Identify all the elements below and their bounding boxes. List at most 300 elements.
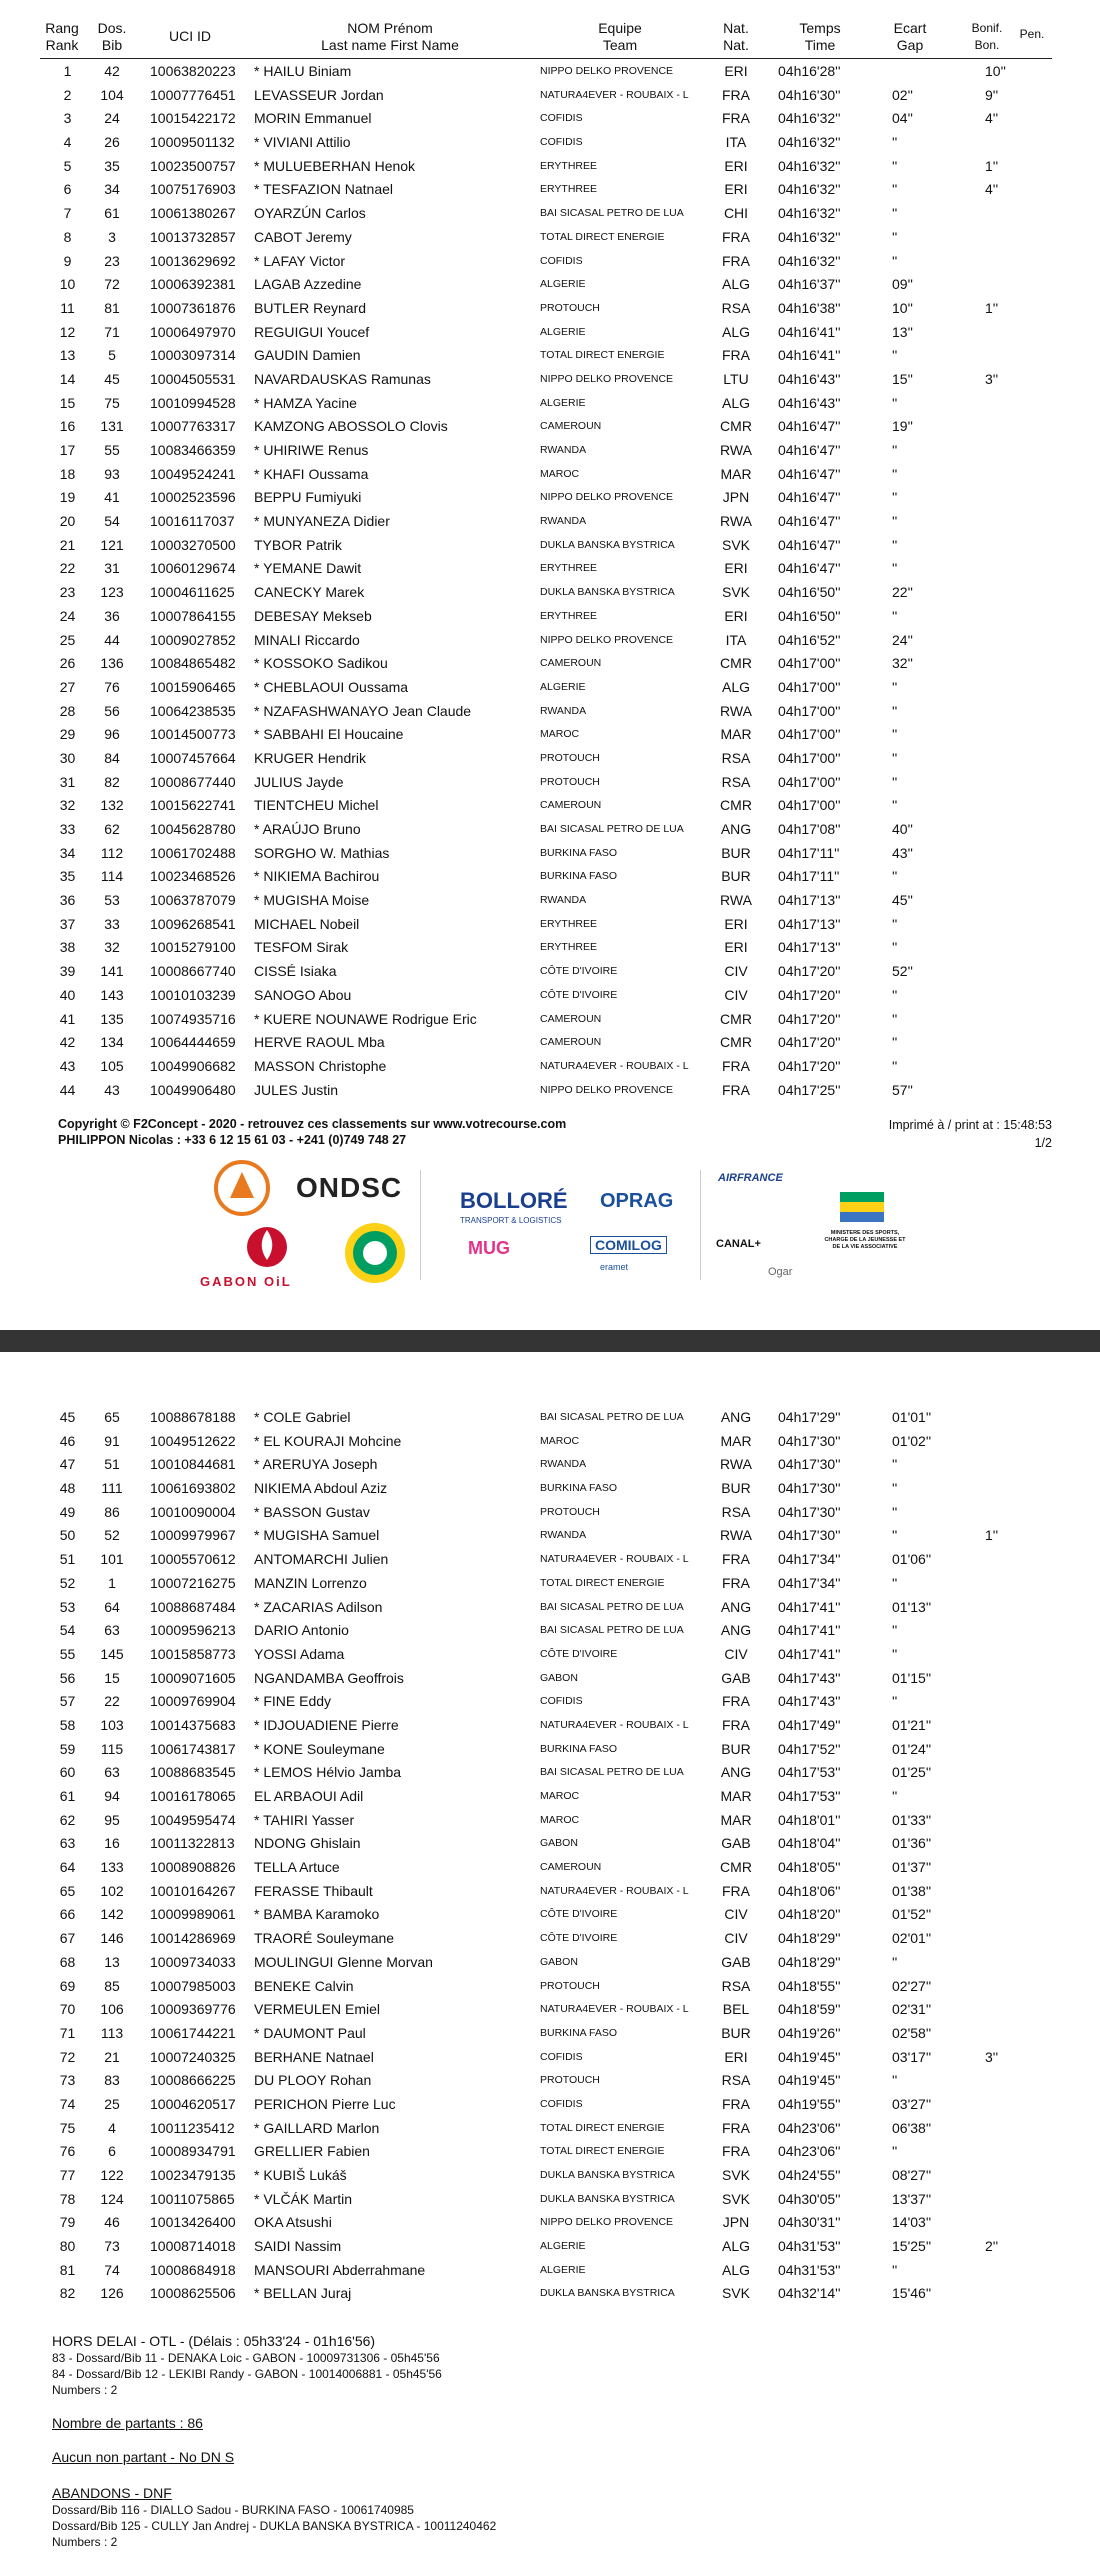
cell-team: ERYTHREE [540,183,597,196]
cell-uci-id: 10007763317 [150,418,236,435]
cell-uci-id: 10049524241 [150,465,236,482]
cell-time: 04h17'00'' [778,773,841,790]
cell-bib: 132 [100,797,124,814]
cell-time: 04h19'55'' [778,2095,841,2112]
table-row [40,2211,1052,2235]
cell-uci-id: 10083466359 [150,442,236,458]
cell-bib: 51 [104,1456,120,1473]
cell-team: COFIDIS [540,1695,583,1708]
cell-time: 04h16'30'' [778,86,841,103]
cell-rank: 64 [59,1859,76,1876]
cell-bib: 114 [100,868,124,885]
cell-rider-name: EL ARBAOUI Adil [254,1788,364,1804]
cell-uci-id: 10007216275 [150,1574,236,1591]
cell-time: 04h16'47'' [778,513,841,530]
cell-nationality: ERI [724,181,748,198]
cell-team: NATURA4EVER - ROUBAIX - L [540,1884,689,1897]
cell-rank: 22 [59,560,76,577]
cell-uci-id: 10011235412 [150,2119,235,2136]
cell-bib: 26 [104,134,120,151]
table-row [40,771,1052,795]
cell-gap: 32'' [892,655,913,672]
cell-rider-name: * HAMZA Yacine [254,394,357,411]
cell-uci-id: 10015279100 [150,939,236,956]
cell-time: 04h31'53'' [778,2238,841,2255]
page-number: 1/2 [1034,1136,1052,1150]
cell-uci-id: 10006497970 [150,323,236,340]
cell-nationality: FRA [722,1574,750,1591]
cell-team: NATURA4EVER - ROUBAIX - L [540,1059,689,1072]
cell-uci-id: 10008666225 [150,2072,236,2089]
ondsc-logo [200,1158,410,1288]
cell-rider-name: * EL KOURAJI Mohcine [254,1432,402,1449]
cell-bib: 104 [100,86,124,103]
cell-uci-id: 10004505531 [150,370,236,387]
cell-team: ERYTHREE [540,917,597,930]
cell-uci-id: 10005570612 [150,1551,236,1568]
cell-team: ERYTHREE [540,941,597,954]
hors-delai-section [52,2332,442,2398]
dnf-title: ABANDONS - DNF [52,2485,172,2501]
cell-team: CAMEROUN [540,1861,602,1874]
cell-rank: 57 [59,1693,76,1710]
cell-rank: 29 [59,726,76,743]
cell-nationality: RSA [721,749,751,766]
table-row [40,889,1052,913]
table-row [40,1856,1052,1880]
cell-nationality: RSA [721,2072,751,2089]
cell-gap: 57'' [892,1081,913,1098]
cell-nationality: GAB [721,1835,751,1852]
cell-time: 04h32'14'' [778,2285,841,2302]
cell-time: 04h17'13'' [778,892,841,909]
cell-gap: 04'' [892,110,913,127]
cell-uci-id: 10004611625 [150,584,235,601]
cell-rank: 62 [59,1811,76,1828]
cell-uci-id: 10023468526 [150,868,236,885]
cell-rank: 61 [59,1788,76,1804]
cell-rank: 33 [59,821,76,837]
cell-team: NIPPO DELKO PROVENCE [540,1083,674,1096]
cell-rider-name: * NZAFASHWANAYO Jean Claude [254,702,472,719]
cell-team: NATURA4EVER - ROUBAIX - L [540,88,689,101]
cell-rank: 79 [59,2214,76,2231]
table-row [40,2282,1052,2306]
cell-rider-name: * NIKIEMA Bachirou [254,868,380,885]
cell-gap: 01'13'' [892,1598,932,1615]
header-name: NOM Prénom Last name First Name [321,20,459,53]
cell-nationality: FRA [722,228,750,245]
cell-team: COFIDIS [540,112,583,125]
cell-bib: 91 [104,1432,120,1449]
cell-nationality: FRA [722,1882,750,1899]
table-row [40,2164,1052,2188]
cell-nationality: CIV [724,1645,748,1662]
table-row [40,1548,1052,1572]
cell-team: DUKLA BANSKA BYSTRICA [540,2192,675,2205]
cell-team: ERYTHREE [540,562,597,575]
cell-gap: '' [892,465,898,482]
cell-rider-name: TYBOR Patrik [254,536,342,553]
cell-nationality: LTU [723,370,749,387]
hors-delai-title: HORS DELAI - OTL - (Délais : 05h33'24 - 01h16'56) [52,2333,376,2349]
table-row [40,1903,1052,1927]
cell-rider-name: JULIUS Jayde [254,773,344,790]
cell-team: TOTAL DIRECT ENERGIE [540,2145,665,2158]
cell-bib: 101 [100,1551,124,1568]
cell-uci-id: 10088678188 [150,1409,236,1425]
cell-team: BURKINA FASO [540,1482,618,1495]
cell-gap: 03'17'' [892,2048,932,2065]
table-row [40,1430,1052,1454]
table-row [40,178,1052,202]
cell-rider-name: LAGAB Azzedine [254,276,362,293]
table-row [40,581,1052,605]
cell-rider-name: * KUBIŠ Lukáš [254,2167,347,2183]
cell-rank: 71 [59,2024,76,2041]
cell-time: 04h16'43'' [778,394,841,411]
cell-bib: 81 [104,299,120,316]
cell-rank: 25 [59,631,76,648]
cell-gap: 13'37'' [892,2190,932,2207]
cell-bib: 24 [104,110,120,127]
cell-uci-id: 10010994528 [150,394,236,411]
table-row [40,794,1052,818]
cell-rank: 55 [59,1645,76,1662]
page-separator [0,1330,1100,1352]
table-row [40,1008,1052,1032]
cell-uci-id: 10088683545 [150,1764,236,1781]
cell-bib: 23 [104,252,120,269]
cell-rider-name: MANSOURI Abderrahmane [254,2261,426,2278]
cell-bib: 103 [100,1716,124,1733]
cell-time: 04h17'29'' [778,1409,841,1425]
cell-bib: 63 [104,1622,120,1639]
cell-gap: '' [892,2261,898,2278]
cell-gap: 45'' [892,892,913,909]
copyright-text: Copyright © F2Concept - 2020 - retrouvez ces classements sur www.votrecourse.com [58,1117,567,1131]
cell-bonus: 2'' [985,2238,999,2255]
cell-rider-name: * ARAÚJO Bruno [254,821,361,837]
cell-team: TOTAL DIRECT ENERGIE [540,2121,665,2134]
cell-uci-id: 10049906480 [150,1081,236,1098]
cell-bib: 113 [100,2024,124,2041]
cell-uci-id: 10016178065 [150,1788,236,1804]
cell-nationality: CMR [720,1034,752,1051]
non-starters: Aucun non partant - No DN S [52,2449,235,2465]
cell-time: 04h17'49'' [778,1716,841,1733]
cell-gap: '' [892,1034,898,1051]
cell-gap: 06'38'' [892,2119,932,2136]
table-row [40,2140,1052,2164]
cell-team: PROTOUCH [540,1505,600,1518]
cell-bonus: 3'' [985,370,999,387]
cell-gap: 14'03'' [892,2214,932,2231]
cell-uci-id: 10007864155 [150,607,236,624]
cell-time: 04h16'47'' [778,418,841,435]
gabon-flag-icon [840,1192,884,1222]
canal-logo: CANAL+ [716,1238,761,1250]
comilog-logo: COMILOG [590,1236,667,1254]
cell-time: 04h18'04'' [778,1835,841,1852]
cell-rank: 43 [59,1057,76,1074]
cell-time: 04h17'00'' [778,797,841,814]
cell-gap: 01'15'' [892,1669,932,1686]
table-row [40,652,1052,676]
cell-gap: '' [892,228,898,245]
table-row [40,700,1052,724]
cell-rank: 56 [59,1669,76,1686]
cell-rider-name: TIENTCHEU Michel [254,797,379,814]
cell-nationality: RSA [721,1977,751,1994]
cell-rank: 46 [59,1432,76,1449]
cell-time: 04h16'47'' [778,560,841,577]
cell-rank: 35 [59,868,76,885]
cell-rank: 11 [60,299,75,316]
cell-nationality: RWA [720,442,752,458]
cell-team: BURKINA FASO [540,1742,618,1755]
cell-gap: '' [892,489,898,506]
table-row [40,297,1052,321]
table-row [40,747,1052,771]
cell-gap: '' [892,868,898,885]
cell-nationality: RWA [720,513,752,530]
cell-bib: 105 [100,1057,124,1074]
cell-time: 04h16'50'' [778,607,841,624]
cell-team: NIPPO DELKO PROVENCE [540,65,674,77]
cell-gap: '' [892,252,898,269]
cell-uci-id: 10010090004 [150,1503,236,1520]
table-row [40,1477,1052,1501]
cell-time: 04h16'32'' [778,205,841,222]
cell-bib: 102 [100,1882,124,1899]
cell-team: RWANDA [540,444,587,456]
cell-bib: 73 [104,2238,120,2255]
cell-rider-name: JULES Justin [254,1081,339,1098]
cell-time: 04h17'11'' [778,868,840,885]
table-row [40,1785,1052,1809]
table-row [40,865,1052,889]
cell-rank: 74 [59,2095,76,2112]
table-row [40,1596,1052,1620]
cell-uci-id: 10049595474 [150,1811,236,1828]
cell-time: 04h16'47'' [778,442,841,458]
cell-nationality: ERI [724,607,748,624]
cell-gap: '' [892,797,898,814]
cell-time: 04h30'05'' [778,2190,841,2207]
cell-team: CÔTE D'IVOIRE [540,988,618,1001]
cell-time: 04h17'00'' [778,702,841,719]
cell-bib: 62 [104,821,120,837]
cell-team: CÔTE D'IVOIRE [540,1647,618,1660]
cell-rider-name: FERASSE Thibault [254,1882,373,1899]
cell-rider-name: * MUGISHA Moise [254,892,370,909]
cell-rider-name: CISSÉ Isiaka [254,963,337,980]
cell-gap: '' [892,678,898,695]
table-row [40,439,1052,463]
eramet-logo: eramet [600,1262,629,1272]
cell-bib: 1 [108,1574,116,1591]
table-header [40,18,1052,59]
cell-rank: 23 [59,584,76,601]
cell-time: 04h16'32'' [778,157,841,174]
cell-uci-id: 10008714018 [150,2238,236,2255]
cell-rank: 8 [63,228,72,245]
cell-uci-id: 10015622741 [150,797,236,814]
ondsc-name: ONDSC [296,1172,403,1203]
cell-nationality: ERI [724,939,748,956]
cell-bib: 6 [108,2143,116,2160]
cell-nationality: BUR [721,2024,751,2041]
cell-rider-name: NAVARDAUSKAS Ramunas [254,370,431,387]
table-row [40,1998,1052,2022]
cell-gap: '' [892,1788,898,1804]
cell-team: RWANDA [540,704,587,717]
cell-gap: '' [892,1693,898,1710]
cell-time: 04h17'20'' [778,986,841,1003]
cell-bib: 36 [104,607,120,624]
cell-bib: 83 [104,2072,120,2089]
cell-uci-id: 10008667740 [150,963,236,980]
cell-gap: '' [892,1456,898,1473]
cell-uci-id: 10009501132 [150,134,235,151]
table-row [40,1761,1052,1785]
cell-bib: 4 [108,2119,116,2136]
cell-nationality: BUR [721,868,751,885]
cell-rank: 69 [59,1977,76,1994]
cell-rider-name: ANTOMARCHI Julien [254,1551,389,1568]
cell-bib: 45 [104,370,120,387]
results-page-2 [0,1352,1100,2560]
cell-nationality: RSA [721,1503,751,1520]
cell-nationality: CIV [724,1930,748,1947]
cell-time: 04h16'43'' [778,370,841,387]
cell-nationality: BUR [721,844,751,861]
cell-team: RWANDA [540,1458,587,1471]
cell-uci-id: 10063820223 [150,63,236,79]
cell-bib: 112 [100,844,124,861]
cell-rider-name: TESFOM Sirak [254,939,349,956]
cell-rank: 72 [59,2048,76,2065]
cell-nationality: ALG [721,678,750,695]
cell-uci-id: 10023479135 [150,2167,236,2183]
table-row [40,1453,1052,1477]
cell-rank: 47 [59,1456,76,1473]
cell-time: 04h17'30'' [778,1503,841,1520]
cell-time: 04h17'00'' [778,655,841,672]
cell-team: PROTOUCH [540,301,600,314]
cell-gap: '' [892,2072,898,2089]
cell-gap: 01'24'' [892,1740,932,1757]
cell-team: MAROC [540,1790,580,1802]
cell-team: MAROC [540,728,580,741]
bollore-subtitle: TRANSPORT & LOGISTICS [460,1216,562,1225]
cell-gap: 08'27'' [892,2167,932,2183]
cell-nationality: ERI [724,157,748,174]
cell-uci-id: 10007361876 [150,299,236,316]
cell-rank: 41 [59,1010,76,1027]
table-row [40,1832,1052,1856]
cell-time: 04h16'52'' [778,631,841,648]
table-row [40,2259,1052,2283]
cell-bib: 65 [104,1409,120,1425]
cell-bib: 42 [104,63,120,79]
cell-time: 04h31'53'' [778,2261,841,2278]
cell-bib: 141 [100,963,124,980]
cell-team: BAI SICASAL PETRO DE LUA [540,1624,684,1637]
cell-rank: 80 [59,2238,76,2255]
cell-nationality: SVK [721,536,750,553]
cell-bib: 111 [101,1480,123,1497]
cell-nationality: FRA [722,347,750,364]
cell-gap: '' [892,347,898,364]
cell-gap: 02'58'' [892,2024,932,2041]
cell-nationality: RSA [721,299,751,316]
cell-uci-id: 10064444659 [150,1034,236,1051]
cell-team: BURKINA FASO [540,870,618,883]
cell-time: 04h17'30'' [778,1432,841,1449]
cell-rank: 60 [59,1764,76,1781]
cell-nationality: BEL [722,2001,750,2018]
cell-time: 04h17'25'' [778,1081,841,1098]
cell-rider-name: HERVE RAOUL Mba [254,1034,385,1051]
cell-team: CÔTE D'IVOIRE [540,1908,618,1921]
dnf-count: Numbers : 2 [52,2535,118,2549]
cell-team: BAI SICASAL PETRO DE LUA [540,1766,684,1779]
cell-rank: 78 [59,2190,76,2207]
cell-gap: 09'' [892,276,913,293]
logo-divider [420,1170,421,1280]
cell-time: 04h18'59'' [778,2001,841,2018]
cell-rider-name: * VLČÁK Martin [254,2190,353,2207]
cell-time: 04h17'34'' [778,1574,841,1591]
header-gap: Ecart Gap [893,20,927,53]
cell-team: BAI SICASAL PETRO DE LUA [540,823,684,835]
cell-rider-name: * TAHIRI Yasser [254,1811,355,1828]
cell-time: 04h18'29'' [778,1930,841,1947]
cell-bib: 61 [104,205,120,222]
cell-nationality: JPN [722,489,750,506]
cell-nationality: MAR [720,726,752,743]
cell-gap: '' [892,394,898,411]
table-row [40,1951,1052,1975]
cell-team: CAMEROUN [540,1012,602,1025]
cell-bib: 46 [104,2214,120,2231]
cell-nationality: FRA [722,2095,750,2112]
cell-time: 04h17'20'' [778,1057,841,1074]
table-row [40,1031,1052,1055]
cell-team: TOTAL DIRECT ENERGIE [540,349,665,362]
cell-gap: '' [892,915,898,932]
cell-nationality: BUR [721,1480,751,1497]
cell-team: ALGERIE [540,396,586,409]
table-row [40,676,1052,700]
cell-time: 04h17'20'' [778,963,841,980]
cell-uci-id: 10013426400 [150,2214,236,2231]
cell-bib: 25 [104,2095,120,2112]
table-row [40,392,1052,416]
cell-rider-name: TELLA Artuce [254,1859,340,1876]
copyright-notice [58,1116,566,1148]
cell-bib: 94 [104,1788,120,1804]
cell-rider-name: DEBESAY Mekseb [254,607,372,624]
cell-team: BURKINA FASO [540,2026,618,2039]
cell-time: 04h17'20'' [778,1010,841,1027]
cell-bonus: 4'' [985,110,999,127]
cell-gap: 01'02'' [892,1432,932,1449]
cell-rank: 39 [59,963,76,980]
cell-rider-name: MINALI Riccardo [254,631,360,648]
